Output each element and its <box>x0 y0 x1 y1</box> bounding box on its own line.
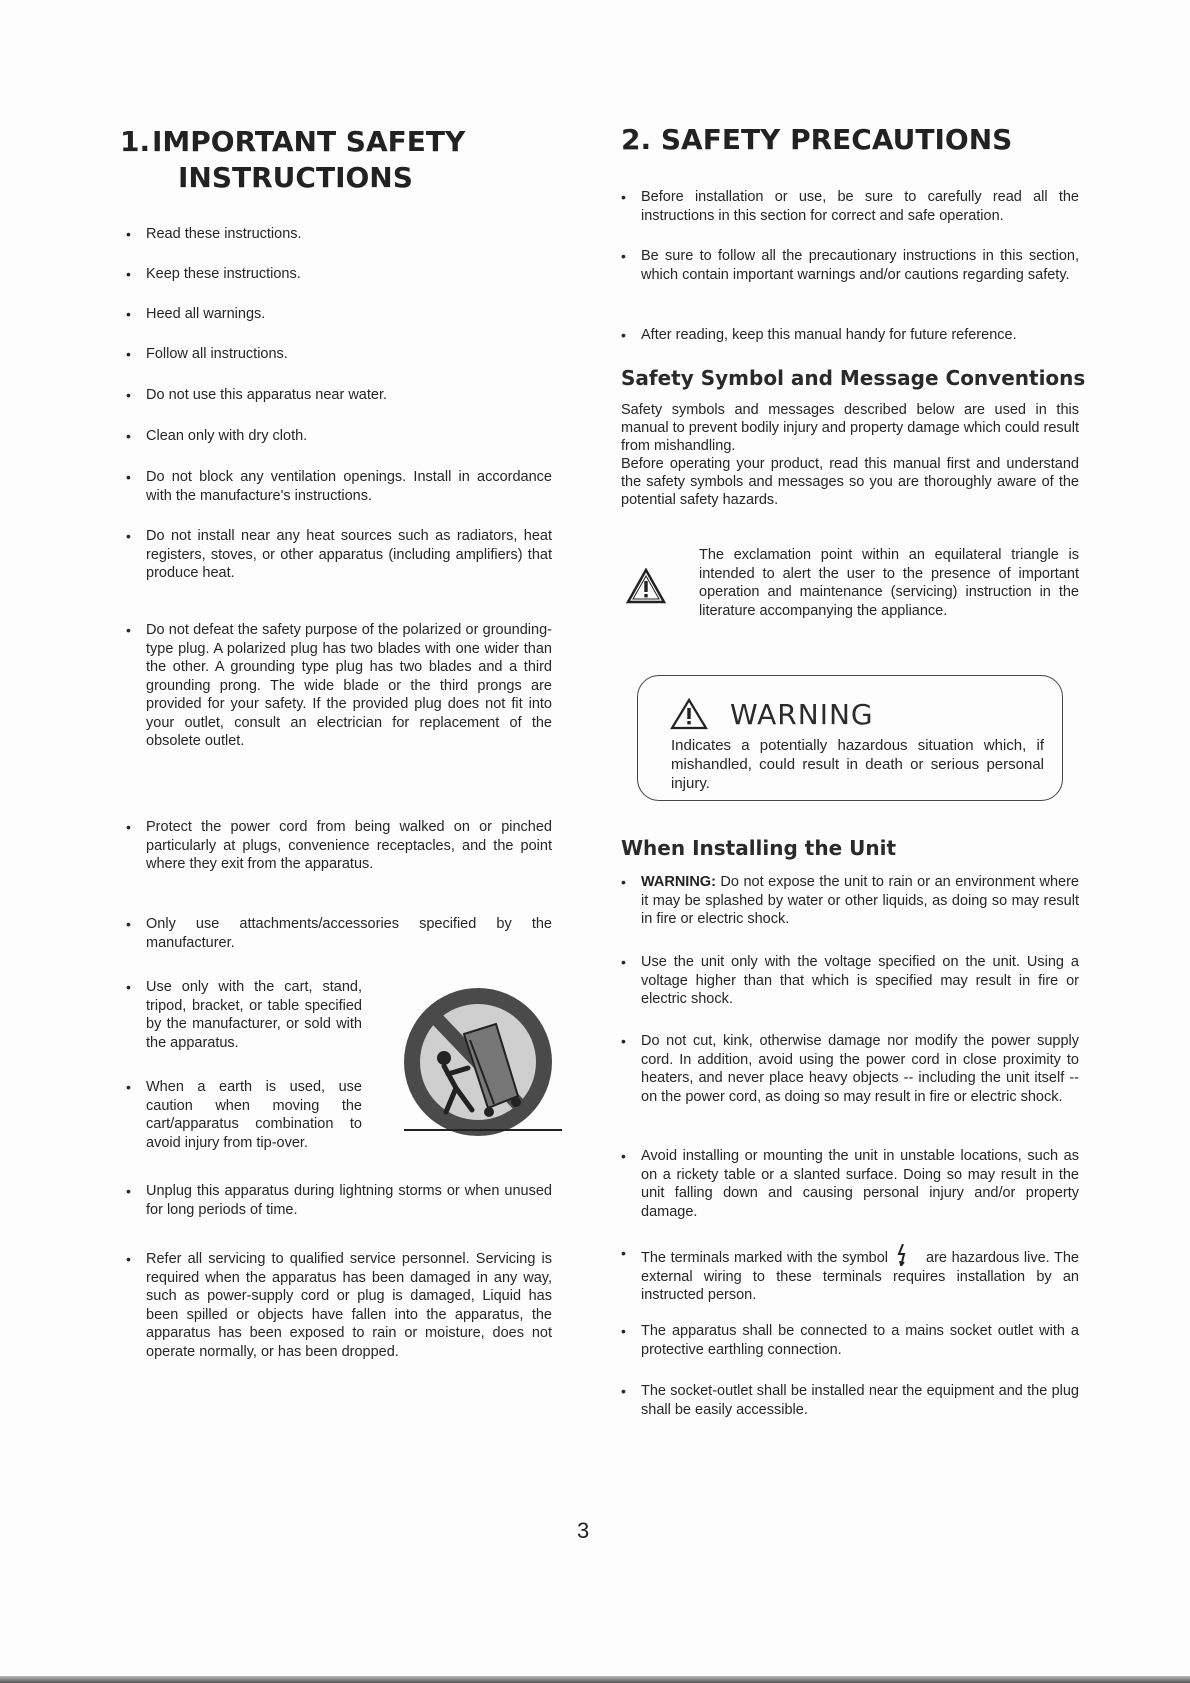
bullet: • <box>621 1245 626 1261</box>
list-item: • After reading, keep this manual handy for future reference. <box>621 327 1017 343</box>
list-item: • The terminals marked with the symbol are hazardous live. The external wiring to these terminals requires installation by an instructed person. <box>621 1245 1079 1303</box>
bullet: • <box>621 248 626 264</box>
bullet: • <box>621 1323 626 1339</box>
list-item: • Protect the power cord from being walked on or pinched particularly at plugs, convenience receptacles, and the point where they exit from the apparatus. <box>126 819 552 872</box>
bullet: • <box>621 327 626 343</box>
warning-box <box>637 675 1063 801</box>
bullet: • <box>126 306 131 322</box>
conventions-paragraphs <box>621 401 1079 509</box>
lightning-bolt-icon <box>896 1244 910 1266</box>
bullet: • <box>621 189 626 205</box>
list-item: • The socket-outlet shall be installed near the equipment and the plug shall be easily accessible. <box>621 1383 1079 1418</box>
title-number: 1. <box>120 125 151 158</box>
conventions-heading: Safety Symbol and Message Conventions <box>621 366 1086 390</box>
bullet: • <box>126 819 131 835</box>
title-line2: INSTRUCTIONS <box>178 161 413 194</box>
warning-label: WARNING: <box>641 874 716 890</box>
list-item: • Follow all instructions. <box>126 346 288 362</box>
install-heading: When Installing the Unit <box>621 836 897 860</box>
list-item: • When a earth is used, use caution when moving the cart/apparatus combination to avoid injury from tip-over. <box>126 1079 362 1151</box>
list-item: • Use the unit only with the voltage specified on the unit. Using a voltage higher than that which is specified may result in fire or electric shock. <box>621 954 1079 1007</box>
list-item: • Avoid installing or mounting the unit in unstable locations, such as on a rickety table or a slanted surface. Doing so may result in the unit falling down and causing personal injury and/or property damage. <box>621 1148 1079 1220</box>
exclamation-triangle-icon <box>626 568 666 604</box>
list-item: • Only use attachments/accessories specified by the manufacturer. <box>126 916 552 951</box>
list-item: • Clean only with dry cloth. <box>126 428 308 444</box>
bullet: • <box>126 528 131 544</box>
cart-tipover-icon <box>384 984 576 1146</box>
bullet: • <box>126 1183 131 1199</box>
list-item: • Do not block any ventilation openings. Install in accordance with the manufacture's instructions. <box>126 469 552 504</box>
bullet: • <box>126 387 131 403</box>
title-line1: IMPORTANT SAFETY <box>152 125 466 158</box>
bullet: • <box>126 346 131 362</box>
conventions-paragraph: Safety symbols and messages described below are used in this manual to prevent bodily injury and property damage which could result from mishandling. <box>621 402 1079 454</box>
safety-precautions-title: 2. SAFETY PRECAUTIONS <box>621 123 1013 156</box>
bullet: • <box>621 1383 626 1399</box>
list-item: • Before installation or use, be sure to carefully read all the instructions in this section for correct and safe operation. <box>621 189 1079 224</box>
list-item: • Do not install near any heat sources such as radiators, heat registers, stoves, or other apparatus (including amplifiers) that produce heat. <box>126 528 552 581</box>
list-item: • Keep these instructions. <box>126 266 301 282</box>
page-number: 3 <box>577 1518 590 1543</box>
bullet: • <box>621 954 626 970</box>
list-item: • Be sure to follow all the precautionary instructions in this section, which contain important warnings and/or cautions regarding safety. <box>621 248 1079 283</box>
list-item: • Refer all servicing to qualified service personnel. Servicing is required when the apparatus has been damaged in any way, such as power-supply cord or plug is damaged, Liquid has been spilled or objects have fallen into the apparatus, the apparatus has been exposed to rain or moisture, does not operate normally, or has been dropped. <box>126 1251 552 1360</box>
bullet: • <box>621 1148 626 1164</box>
list-item: • The apparatus shall be connected to a mains socket outlet with a protective earthling connection. <box>621 1323 1079 1358</box>
list-item: • Do not use this apparatus near water. <box>126 387 388 403</box>
list-item: • Unplug this apparatus during lightning storms or when unused for long periods of time. <box>126 1183 552 1218</box>
warning-title: WARNING <box>730 697 874 731</box>
bullet: • <box>126 428 131 444</box>
bullet: • <box>126 979 131 995</box>
bullet: • <box>126 622 131 638</box>
list-item: • Read these instructions. <box>126 226 302 242</box>
page-bottom-edge <box>0 1676 1190 1683</box>
bullet: • <box>126 1251 131 1267</box>
list-item: • Do not defeat the safety purpose of the polarized or grounding-type plug. A polarized plug has two blades with one wider than the other. A grounding type plug has two blades and a third grounding prong. The wide blade or the third prongs are provided for your safety. If the provided plug does not fit into your outlet, consult an electrician for replacement of the obsolete outlet. <box>126 622 552 749</box>
triangle-note-text: The exclamation point within an equilateral triangle is intended to alert the user to the presence of important operation and maintenance (servicing) instruction in the literature accompanying the appliance. <box>699 547 1079 619</box>
bullet: • <box>126 226 131 242</box>
warning-header <box>670 698 874 730</box>
list-item: • Use only with the cart, stand, tripod, bracket, or table specified by the manufacturer, or sold with the apparatus. <box>126 979 362 1051</box>
important-safety-title <box>120 124 466 196</box>
bullet: • <box>126 916 131 932</box>
warning-text: Indicates a potentially hazardous situation which, if mishandled, could result in death or serious personal injury. <box>671 737 1044 792</box>
bullet: • <box>126 1079 131 1095</box>
conventions-paragraph: Before operating your product, read this manual first and understand the safety symbols and messages so you are thoroughly aware of the potential safety hazards. <box>621 456 1079 508</box>
bullet: • <box>621 874 626 890</box>
list-item: • WARNING: Do not expose the unit to rain or an environment where it may be splashed by water or other liquids, as doing so may result in fire or electric shock. <box>621 874 1079 927</box>
list-item: • Do not cut, kink, otherwise damage nor modify the power supply cord. In addition, avoid using the power cord in close proximity to heaters, and never place heavy objects -- including the unit itself -- on the power cord, as doing so may result in fire or electric shock. <box>621 1033 1079 1105</box>
bullet: • <box>621 1033 626 1049</box>
bullet: • <box>126 266 131 282</box>
warning-triangle-icon <box>670 698 708 730</box>
bullet: • <box>126 469 131 485</box>
list-item: • Heed all warnings. <box>126 306 266 322</box>
